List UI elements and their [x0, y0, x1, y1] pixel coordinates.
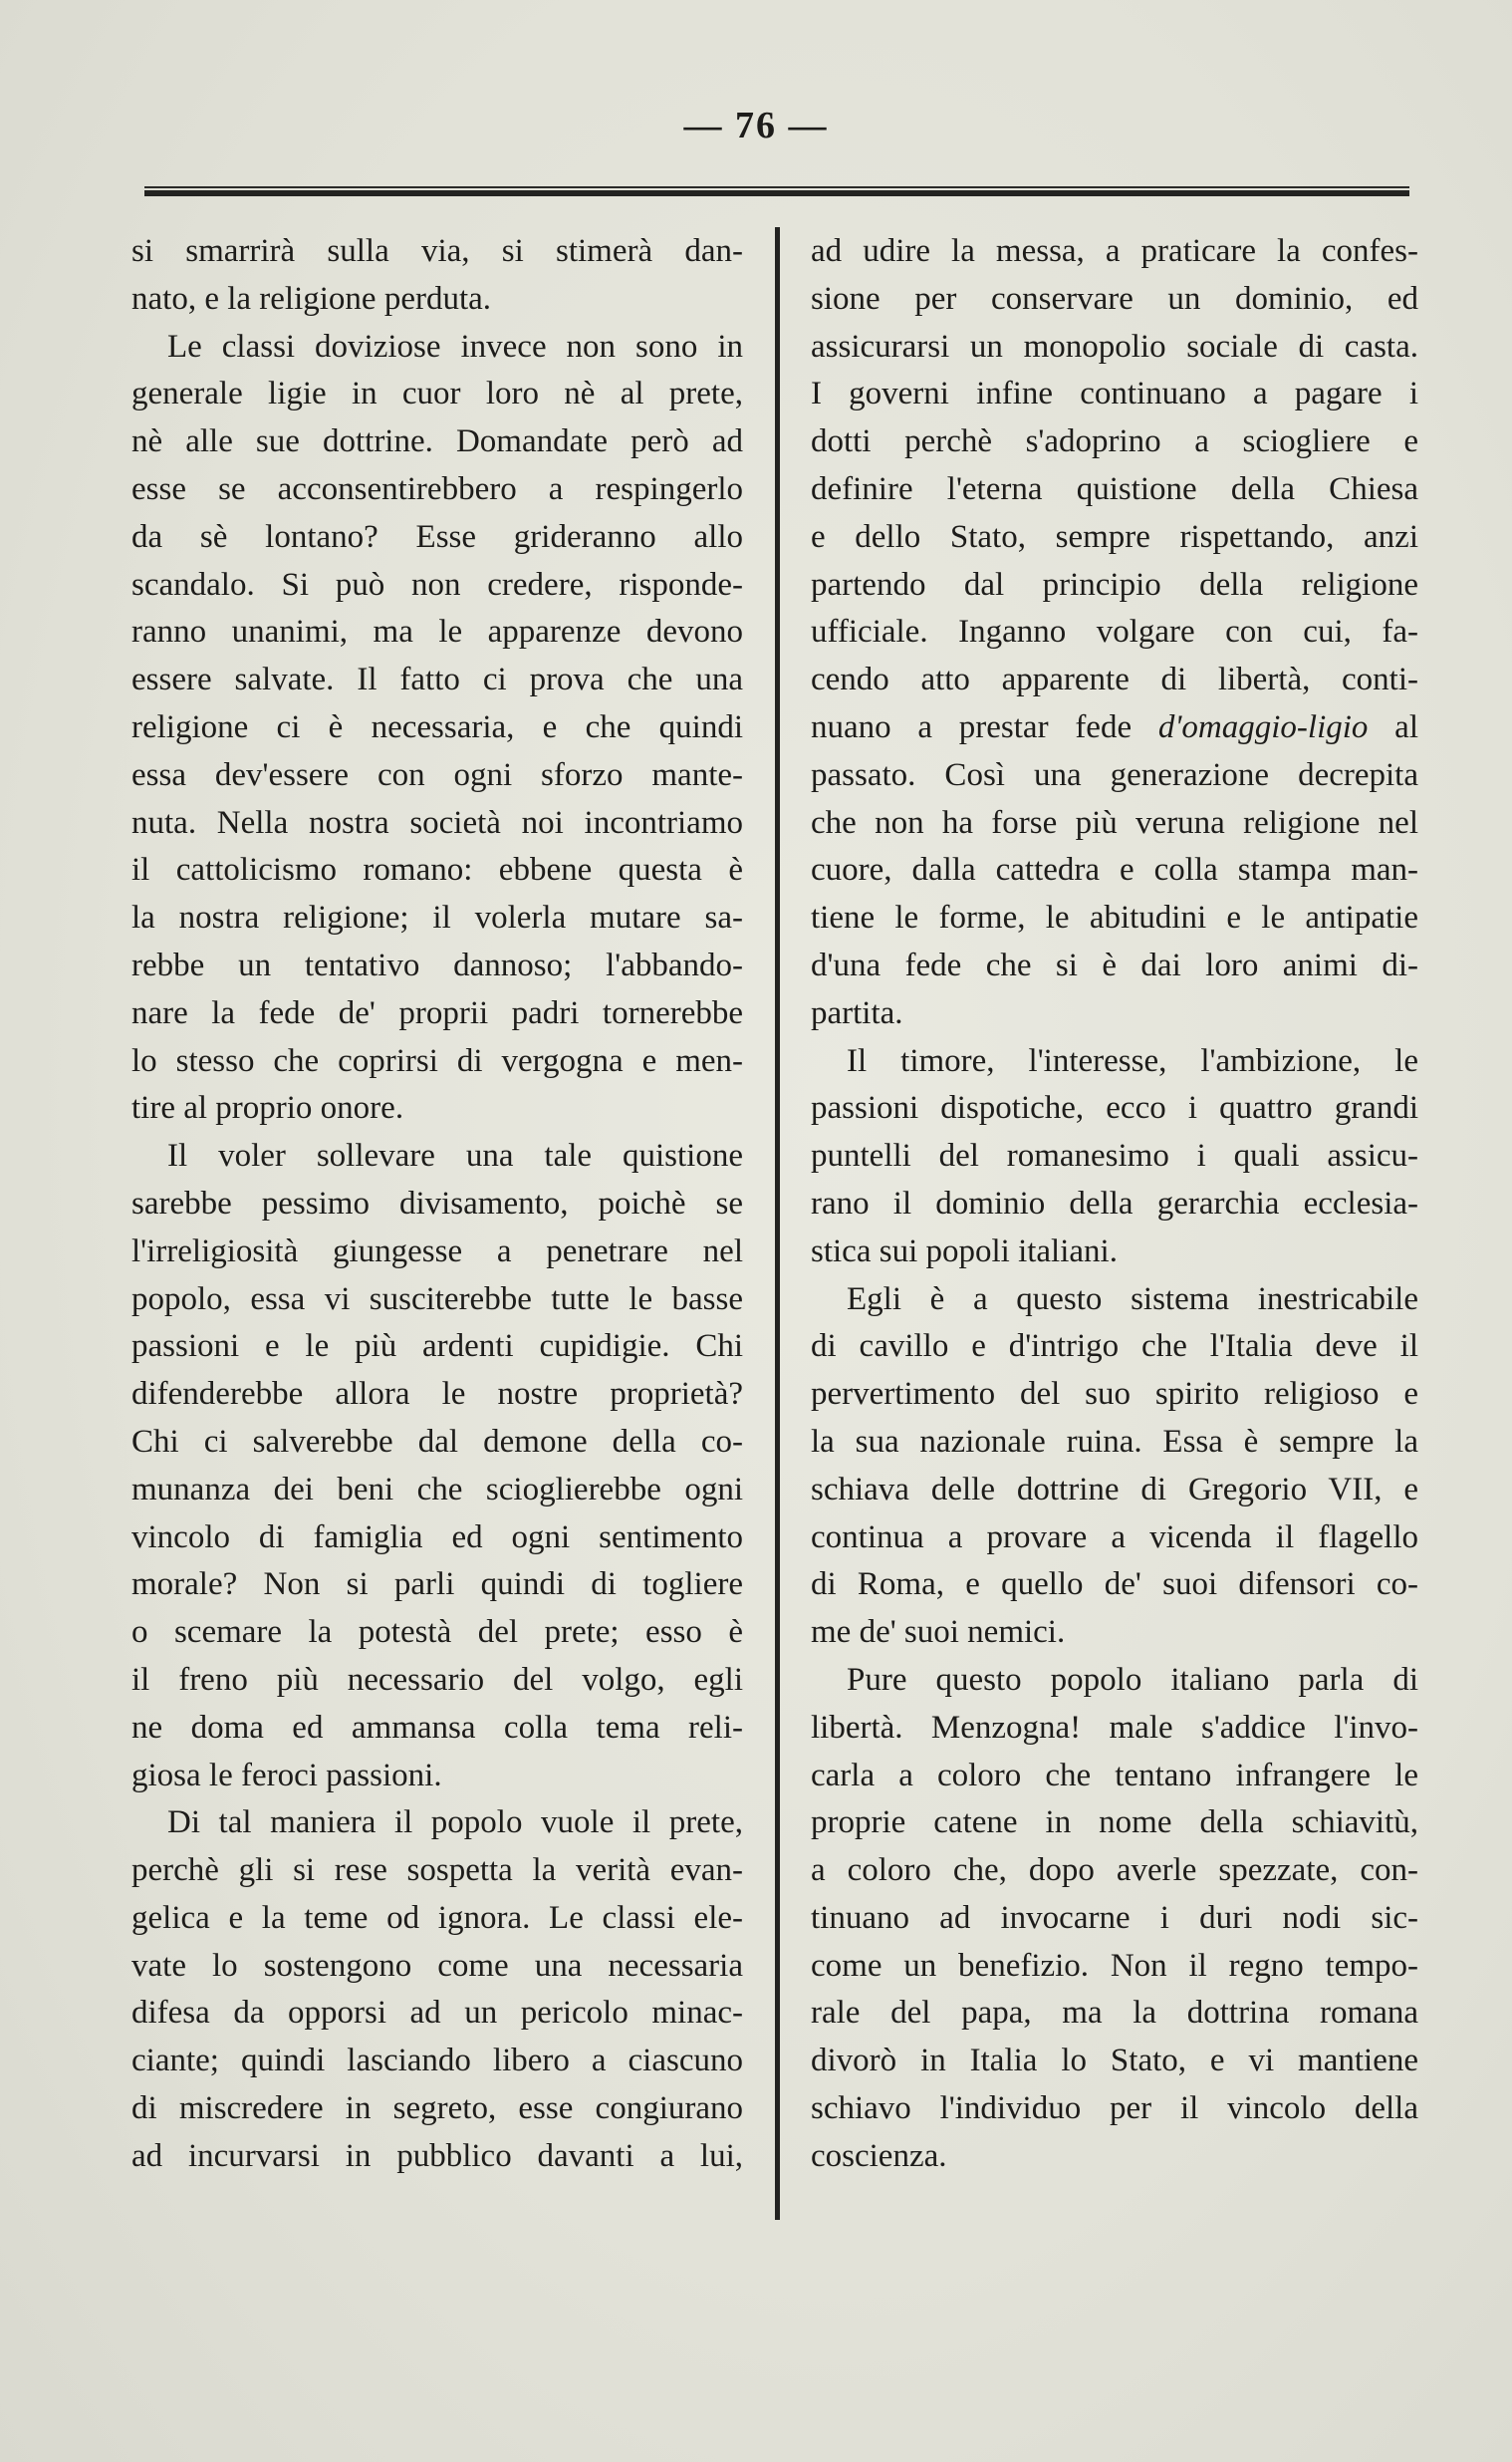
- text-line: partita.: [811, 994, 903, 1031]
- text-line: assicurarsi un monopolio sociale di casta.: [811, 328, 1418, 365]
- italic-phrase: d'omaggio-ligio: [1157, 708, 1369, 745]
- text-line: vate lo sostengono come una necessaria: [131, 1947, 743, 1984]
- text-line: esse se acconsentirebbero a respingerlo: [131, 470, 743, 507]
- text-line: Il voler sollevare una tale quistione: [167, 1138, 743, 1175]
- text-line: divorò in Italia lo Stato, e vi mantiene: [811, 2043, 1418, 2079]
- text-line: ciante; quindi lasciando libero a ciascuno: [131, 2043, 743, 2079]
- text-line: lo stesso che coprirsi di vergogna e men-: [131, 1042, 743, 1079]
- text-line: me de' suoi nemici.: [811, 1614, 1066, 1651]
- text-line: nè alle sue dottrine. Domandate però ad: [131, 423, 743, 460]
- text-line: di Roma, e quello de' suoi difensori co-: [811, 1566, 1418, 1603]
- text-line: stica sui popoli italiani.: [811, 1232, 1118, 1269]
- text-line: giosa le feroci passioni.: [131, 1757, 442, 1793]
- text-line: scandalo. Si può non credere, risponde-: [131, 566, 743, 603]
- text-line: ad incurvarsi in pubblico davanti a lui,: [131, 2137, 743, 2174]
- text-line: il freno più necessario del volgo, egli: [131, 1661, 743, 1698]
- text-line: nare la fede de' proprii padri tornerebbe: [131, 994, 743, 1031]
- text-line: Egli è a questo sistema inestricabile: [847, 1280, 1418, 1317]
- text-line: religione ci è necessaria, e che quindi: [131, 708, 743, 745]
- text-line: vincolo di famiglia ed ogni sentimento: [131, 1518, 743, 1555]
- text-line: schiavo l'individuo per il vincolo della: [811, 2090, 1418, 2127]
- text-line: di cavillo e d'intrigo che l'Italia deve il: [811, 1328, 1418, 1365]
- text-line: tiene le forme, le abitudini e le antipatie: [811, 900, 1418, 937]
- text-line: Chi ci salverebbe dal demone della co-: [131, 1423, 743, 1460]
- text-line: libertà. Menzogna! male s'addice l'invo-: [811, 1709, 1418, 1746]
- text-line: sione per conservare un dominio, ed: [811, 280, 1418, 317]
- text-line: continua a provare a vicenda il flagello: [811, 1518, 1418, 1555]
- text-line: puntelli del romanesimo i quali assicu-: [811, 1138, 1418, 1175]
- text-line: l'irreligiosità giungesse a penetrare nel: [131, 1232, 743, 1269]
- text-line: pervertimento del suo spirito religioso e: [811, 1376, 1418, 1413]
- text-line: difesa da opporsi ad un pericolo minac-: [131, 1995, 743, 2032]
- text-line: sarebbe pessimo divisamento, poichè se: [131, 1185, 743, 1222]
- left-text-column: [131, 228, 743, 2181]
- header-rule-thin: [144, 186, 1409, 188]
- text-line: d'una fede che si è dai loro animi di-: [811, 947, 1418, 983]
- column-divider: [775, 227, 780, 2220]
- text-line: dotti perchè s'adoprino a sciogliere e: [811, 423, 1418, 460]
- text-line: rano il dominio della gerarchia ecclesia-: [811, 1185, 1418, 1222]
- text-line: rebbe un tentativo dannoso; l'abbando-: [131, 947, 743, 983]
- text-line: cendo atto apparente di libertà, conti-: [811, 662, 1418, 698]
- text-line: tire al proprio onore.: [131, 1090, 404, 1127]
- text-line: essere salvate. Il fatto ci prova che una: [131, 662, 743, 698]
- text-line: carla a coloro che tentano infrangere le: [811, 1757, 1418, 1793]
- text-line: gelica e la teme od ignora. Le classi ele-: [131, 1899, 743, 1936]
- text-line: cuore, dalla cattedra e colla stampa man-: [811, 852, 1418, 889]
- text-line: e dello Stato, sempre rispettando, anzi: [811, 518, 1418, 555]
- text-line: Pure questo popolo italiano parla di: [847, 1661, 1418, 1698]
- text-line: tinuano ad invocarne i duri nodi sic-: [811, 1899, 1418, 1936]
- text-line: o scemare la potestà del prete; esso è: [131, 1614, 743, 1651]
- text-line: passioni e le più ardenti cupidigie. Chi: [131, 1328, 743, 1365]
- text-line: schiava delle dottrine di Gregorio VII, e: [811, 1471, 1418, 1507]
- header-rule-thick: [144, 190, 1409, 196]
- text-line: generale ligie in cuor loro nè al prete,: [131, 376, 743, 412]
- page-number: — 76 —: [683, 105, 829, 146]
- text-line: nato, e la religione perduta.: [131, 280, 492, 317]
- text-line: Il timore, l'interesse, l'ambizione, le: [847, 1042, 1418, 1079]
- text-line: essa dev'essere con ogni sforzo mante-: [131, 756, 743, 793]
- text-line: morale? Non si parli quindi di togliere: [131, 1566, 743, 1603]
- text-line: nuta. Nella nostra società noi incontriamo: [131, 804, 743, 841]
- text-line: coscienza.: [811, 2137, 947, 2174]
- text-line: proprie catene in nome della schiavitù,: [811, 1804, 1418, 1841]
- text-line: ne doma ed ammansa colla tema reli-: [131, 1709, 743, 1746]
- text-line: popolo, essa vi susciterebbe tutte le basse: [131, 1280, 743, 1317]
- text-line: a coloro che, dopo averle spezzate, con-: [811, 1852, 1418, 1889]
- text-line: I governi infine continuano a pagare i: [811, 376, 1418, 412]
- text-line: ufficiale. Inganno volgare con cui, fa-: [811, 614, 1418, 651]
- text-line: la nostra religione; il volerla mutare sa-: [131, 900, 743, 937]
- text-line: rale del papa, ma la dottrina romana: [811, 1995, 1418, 2032]
- text-line: definire l'eterna quistione della Chiesa: [811, 470, 1418, 507]
- text-line: munanza dei beni che scioglierebbe ogni: [131, 1471, 743, 1507]
- text-line: difenderebbe allora le nostre proprietà?: [131, 1376, 743, 1413]
- text-line: nuano a prestar fede d'omaggio-ligio al: [811, 708, 1418, 745]
- text-line: Di tal maniera il popolo vuole il prete,: [167, 1804, 743, 1841]
- text-line: che non ha forse più veruna religione nel: [811, 804, 1418, 841]
- text-line: si smarrirà sulla via, si stimerà dan-: [131, 233, 743, 269]
- text-line: Le classi doviziose invece non sono in: [167, 328, 743, 365]
- text-line: partendo dal principio della religione: [811, 566, 1418, 603]
- text-line: passioni dispotiche, ecco i quattro grandi: [811, 1090, 1418, 1127]
- text-line: da sè lontano? Esse grideranno allo: [131, 518, 743, 555]
- text-line: il cattolicismo romano: ebbene questa è: [131, 852, 743, 889]
- text-line: la sua nazionale ruina. Essa è sempre la: [811, 1423, 1418, 1460]
- right-text-column: [811, 228, 1418, 2181]
- text-line: passato. Così una generazione decrepita: [811, 756, 1418, 793]
- text-line: perchè gli si rese sospetta la verità evan-: [131, 1852, 743, 1889]
- text-line: ranno unanimi, ma le apparenze devono: [131, 614, 743, 651]
- text-line: di miscredere in segreto, esse congiurano: [131, 2090, 743, 2127]
- text-line: come un benefizio. Non il regno tempo-: [811, 1947, 1418, 1984]
- text-line: ad udire la messa, a praticare la confes-: [811, 233, 1418, 269]
